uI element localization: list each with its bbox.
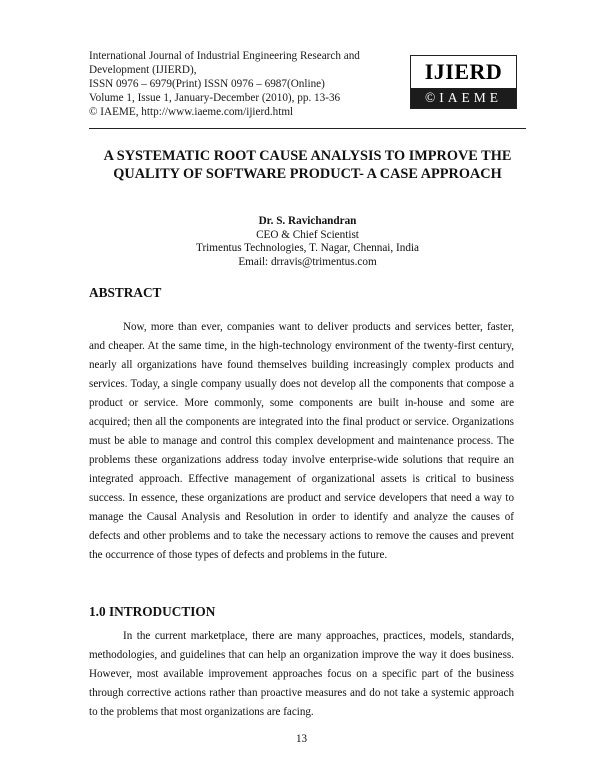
logo-publisher: ©IAEME [411,88,516,108]
journal-header [89,49,419,119]
author-affiliation: Trimentus Technologies, T. Nagar, Chennai, India [196,242,419,254]
author-name: Dr. S. Ravichandran [258,215,357,227]
abstract-text: Now, more than ever, companies want to deliver products and services better, faster, and cheaper. At the same time, in the high-technology environment of the twenty-first century, nearly all organizations have found themselves building increasingly complex products and services. Today, a single company usually does not develop all the components that compose a product or service. More commonly, some components are built in-house and some are acquired; then all the components are integrated into the final product or service. Organizations must be able to manage and control this complex development and maintenance process. The problems these organizations address today involve enterprise-wide solutions that require an integrated approach. Effective management of organizational assets is critical to business success. In essence, these organizations are product and service developers that need a way to manage the Causal Analysis and Resolution in order to identify and analyze the causes of defects and other problems and to take the necessary actions to remove the causes and prevent the occurrence of those types of defects and problems in the future. [89,321,514,561]
journal-logo [410,55,517,109]
volume-line: Volume 1, Issue 1, January-December (2010), pp. 13-36 [89,92,341,104]
abstract-heading: ABSTRACT [89,285,162,300]
paper-title: A SYSTEMATIC ROOT CAUSE ANALYSIS TO IMPROVE THE QUALITY OF SOFTWARE PRODUCT- A CASE APPROACH [103,148,512,182]
header-divider [89,128,526,129]
introduction-heading: 1.0 INTRODUCTION [89,604,216,619]
author-email: Email: drravis@trimentus.com [238,255,377,268]
page-number: 13 [295,733,308,745]
author-block [89,215,526,269]
journal-name-line-2: Development (IJIERD), [89,64,197,76]
journal-name-line-1: International Journal of Industrial Engineering Research and [89,50,360,62]
issn-line: ISSN 0976 – 6979(Print) ISSN 0976 – 6987(Online) [89,78,325,90]
author-role: CEO & Chief Scientist [256,228,359,241]
copyright-url-line: © IAEME, http://www.iaeme.com/ijierd.html [89,106,294,118]
logo-acronym: IJIERD [411,56,516,88]
introduction-text: In the current marketplace, there are many approaches, practices, models, standards, methodologies, and guidelines that can help an organization improve the way it does business. However, most available improvement approaches focus on a specific part of the business through corrective actions rather than proactive measures and do not take a systemic approach to the problems that most organizations are facing. [89,630,514,718]
